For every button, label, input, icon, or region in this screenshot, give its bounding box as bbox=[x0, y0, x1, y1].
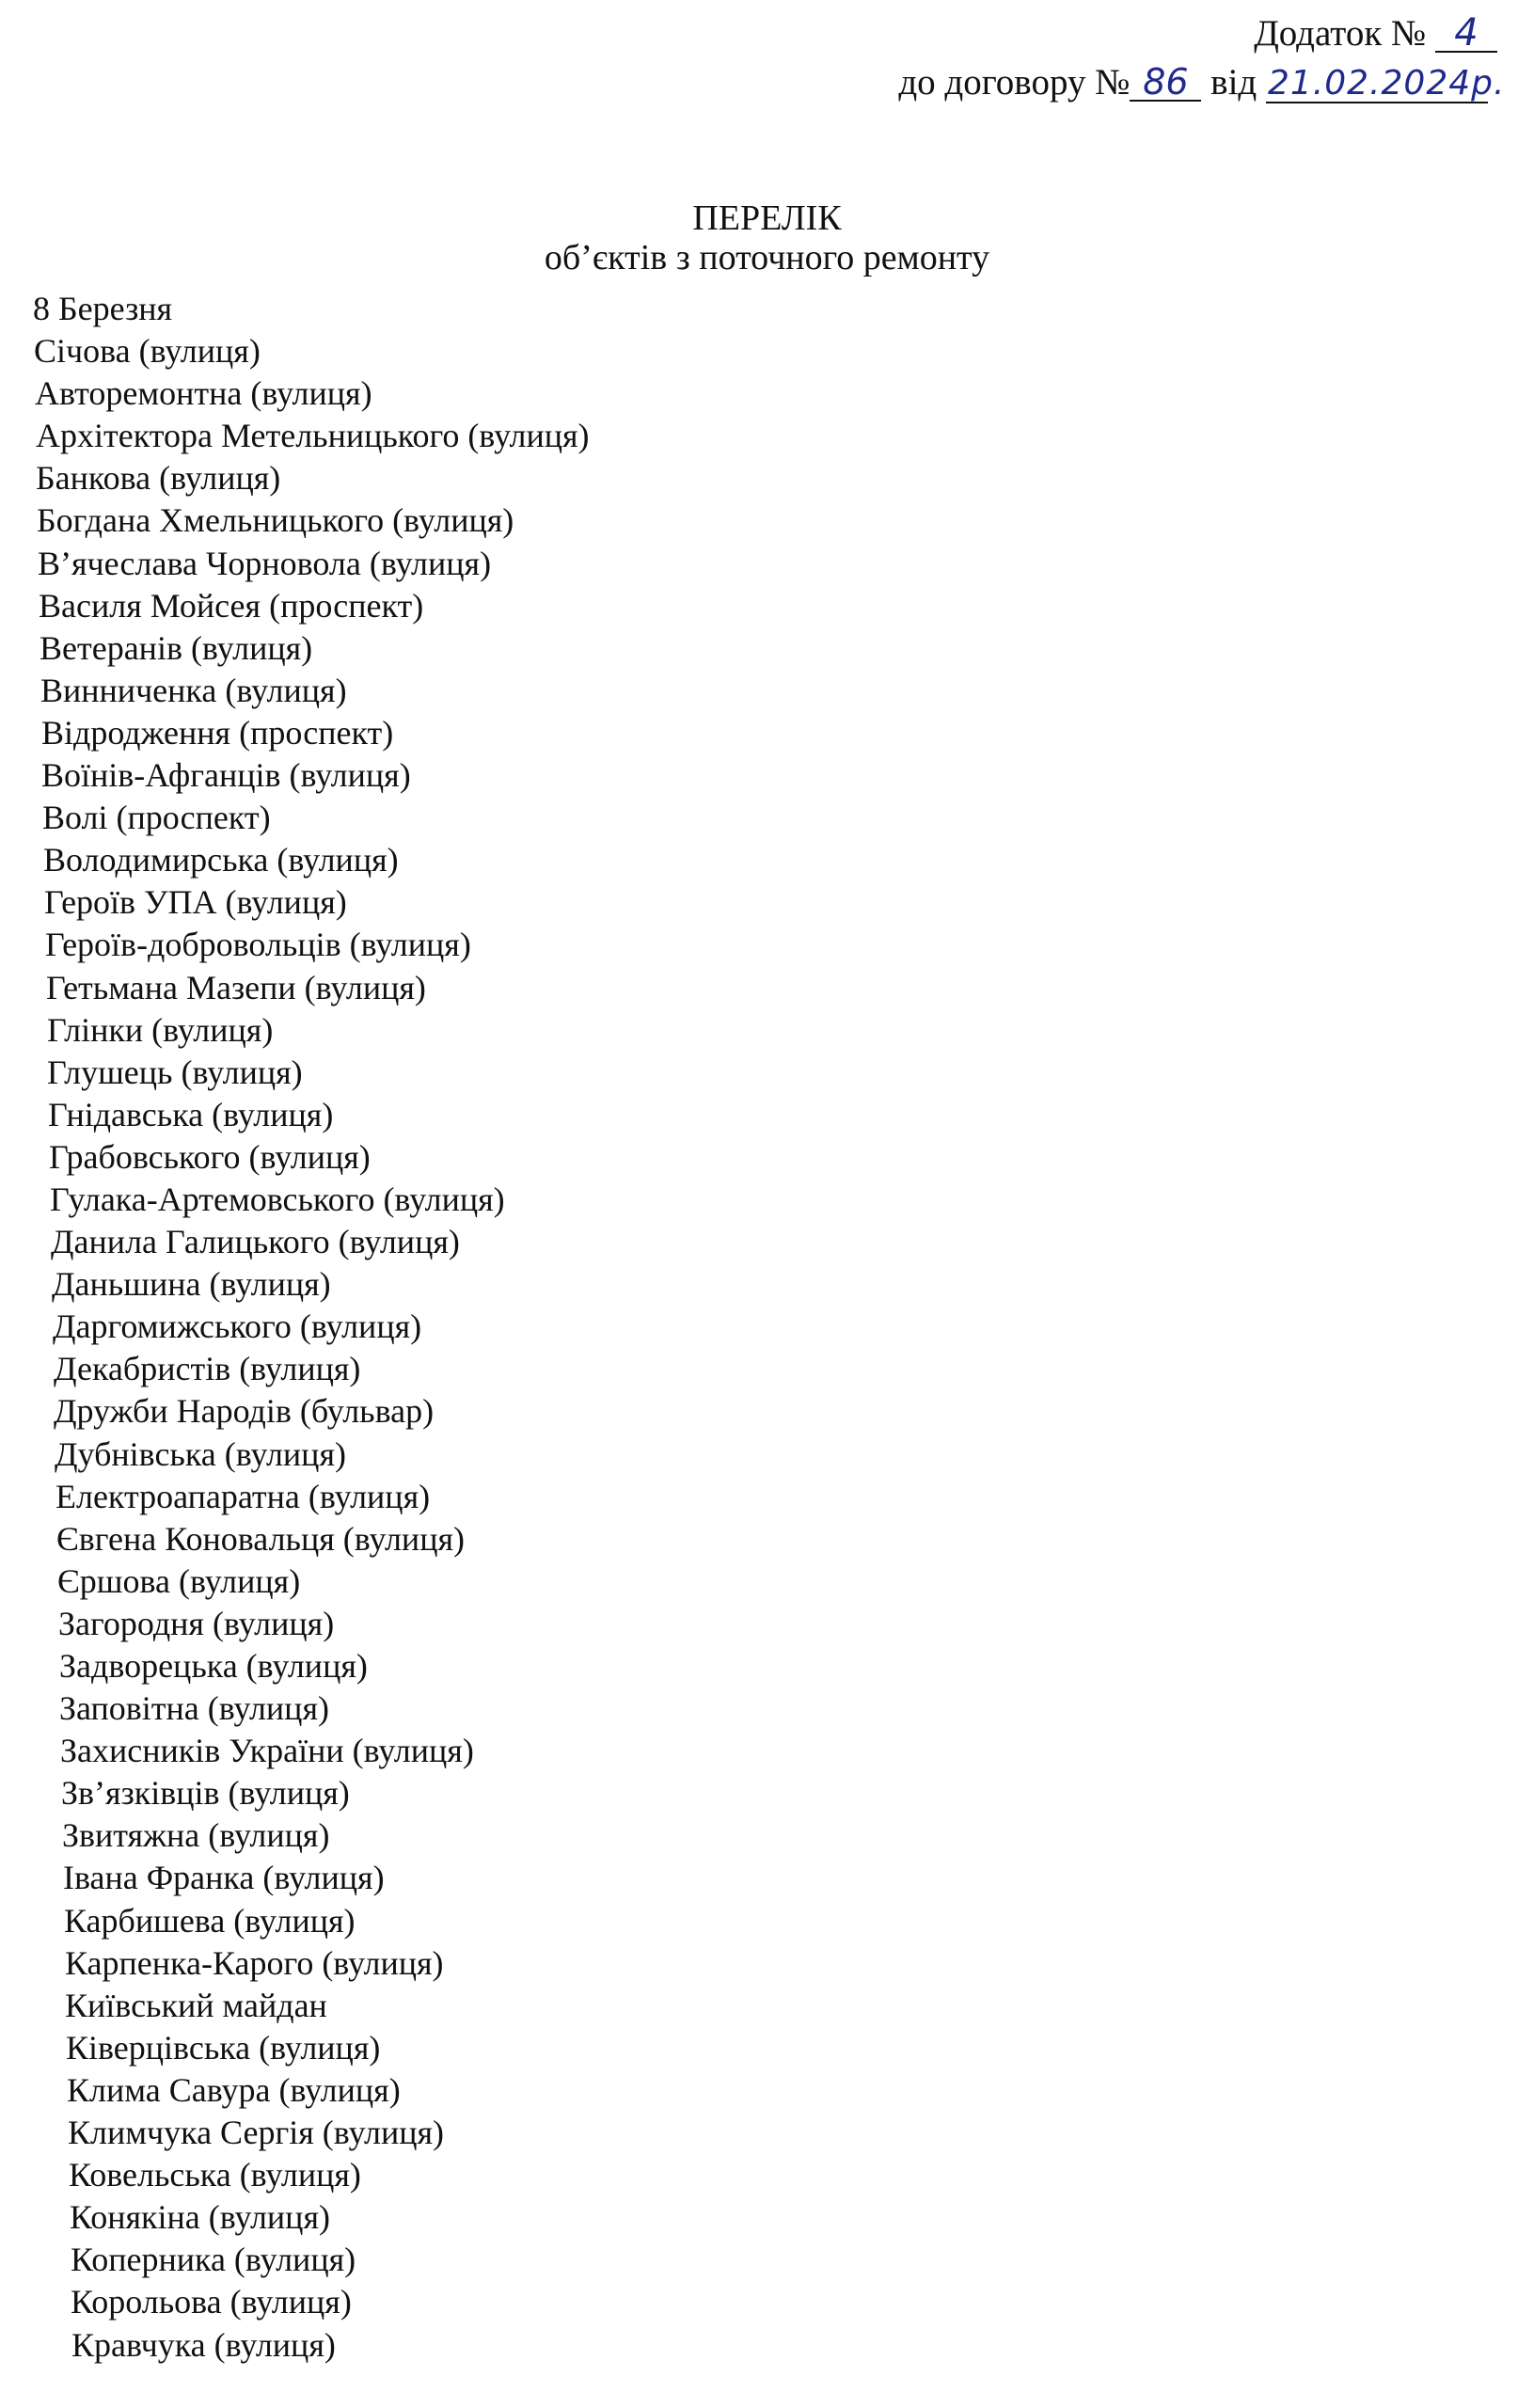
list-item: Коперника (вулиця) bbox=[71, 2241, 356, 2279]
list-item: Київський майдан bbox=[65, 1986, 327, 2024]
list-item: Загородня (вулиця) bbox=[58, 1604, 335, 1642]
list-item: Декабристів (вулиця) bbox=[54, 1350, 361, 1388]
list-item: Євгена Коновальця (вулиця) bbox=[56, 1519, 466, 1558]
list-item: Грабовського (вулиця) bbox=[49, 1137, 371, 1176]
list-item: Героїв УПА (вулиця) bbox=[44, 883, 347, 922]
list-item: Єршова (вулиця) bbox=[57, 1561, 301, 1600]
list-item: 8 Березня bbox=[33, 290, 173, 327]
list-item: Електроапаратна (вулиця) bbox=[55, 1477, 431, 1515]
contract-date: 21.02.2024р. bbox=[1268, 64, 1506, 103]
list-item: Корольова (вулиця) bbox=[71, 2283, 352, 2321]
list-item: Заповітна (вулиця) bbox=[59, 1689, 329, 1728]
list-item: Задворецька (вулиця) bbox=[59, 1647, 368, 1685]
list-item: Кравчука (вулиця) bbox=[71, 2325, 336, 2364]
list-item: Січова (вулиця) bbox=[34, 332, 261, 371]
list-item: Гетьмана Мазепи (вулиця) bbox=[46, 968, 426, 1006]
list-item: Ковельська (вулиця) bbox=[69, 2156, 361, 2194]
list-item: Карбишева (вулиця) bbox=[64, 1901, 356, 1940]
list-item: Глінки (вулиця) bbox=[47, 1010, 274, 1049]
list-item: Гулака-Артемовського (вулиця) bbox=[50, 1180, 505, 1218]
list-item: Івана Франка (вулиця) bbox=[63, 1859, 385, 1897]
list-item: Героїв-добровольців (вулиця) bbox=[45, 926, 471, 964]
list-item: Звитяжна (вулиця) bbox=[62, 1816, 330, 1855]
list-item: Клима Савура (вулиця) bbox=[67, 2070, 401, 2109]
list-item: Волі (проспект) bbox=[42, 799, 271, 837]
contract-number: 86 bbox=[1130, 64, 1201, 102]
list-item: Зв’язківців (вулиця) bbox=[61, 1774, 350, 1813]
list-item: Богдана Хмельницького (вулиця) bbox=[37, 501, 514, 540]
list-item: Винниченка (вулиця) bbox=[40, 671, 347, 709]
list-item: В’ячеслава Чорновола (вулиця) bbox=[38, 544, 492, 582]
list-item: Ветеранів (вулиця) bbox=[40, 628, 313, 667]
list-item: Дубнівська (вулиця) bbox=[55, 1434, 346, 1473]
list-item: Воїнів-Афганців (вулиця) bbox=[41, 756, 411, 795]
list-item: Глушець (вулиця) bbox=[47, 1053, 303, 1091]
document-subtitle: об’єктів з поточного ремонту bbox=[544, 238, 990, 277]
document-title: ПЕРЕЛІК bbox=[692, 198, 842, 238]
list-item: Даргомижського (вулиця) bbox=[53, 1307, 422, 1346]
list-item: Данила Галицького (вулиця) bbox=[51, 1223, 460, 1261]
list-item: Василя Мойсея (проспект) bbox=[39, 586, 424, 625]
list-item: Конякіна (вулиця) bbox=[70, 2198, 330, 2237]
list-item: Климчука Сергія (вулиця) bbox=[68, 2114, 445, 2152]
appendix-line bbox=[1254, 13, 1497, 55]
contract-prefix: до договору № bbox=[898, 62, 1131, 103]
list-item: Авторемонтна (вулиця) bbox=[35, 374, 372, 413]
appendix-label: Додаток № bbox=[1254, 13, 1427, 54]
list-item: Карпенка-Карого (вулиця) bbox=[65, 1943, 444, 1982]
list-item: Гнідавська (вулиця) bbox=[48, 1095, 334, 1133]
list-item: Даньшина (вулиця) bbox=[52, 1265, 331, 1304]
appendix-number: 4 bbox=[1435, 15, 1497, 53]
list-item: Архітектора Метельницького (вулиця) bbox=[36, 417, 590, 455]
list-item: Банкова (вулиця) bbox=[36, 459, 281, 498]
contract-line bbox=[898, 61, 1506, 103]
list-item: Ківерцівська (вулиця) bbox=[66, 2028, 381, 2067]
list-item: Дружби Народів (бульвар) bbox=[54, 1392, 435, 1431]
list-item: Захисників України (вулиця) bbox=[60, 1732, 474, 1770]
list-item: Володимирська (вулиця) bbox=[43, 841, 399, 879]
list-item: Відродження (проспект) bbox=[41, 713, 394, 752]
date-prefix: від bbox=[1210, 62, 1257, 103]
objects-list bbox=[0, 288, 590, 2367]
